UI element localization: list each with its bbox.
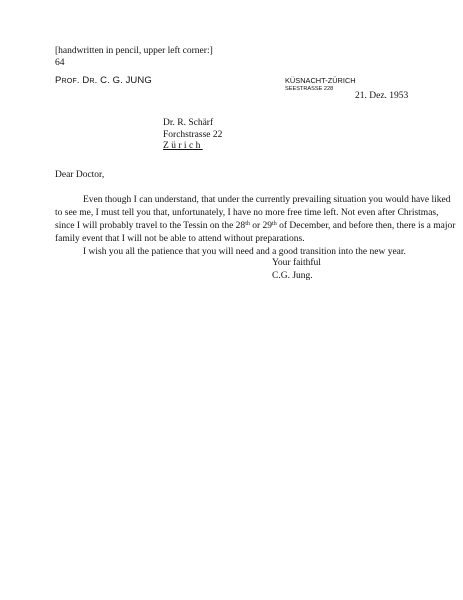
letter-body (55, 194, 456, 259)
sender-name: C. G. JUNG (100, 75, 152, 86)
body-line: family event that I will not be able to attend without preparations. (55, 234, 305, 244)
recipient-city: Zürich (163, 141, 203, 151)
signature: C.G. Jung. (272, 271, 313, 281)
letterhead-street: SEESTRASSE 228 (285, 86, 334, 92)
note-line: [handwritten in pencil, upper left corner:] (55, 46, 213, 56)
dr-initial: D (82, 75, 90, 86)
body-line: I wish you all the patience that you will need and a good transition into the new year. (83, 247, 406, 257)
letter-date: 21. Dez. 1953 (355, 91, 409, 101)
handwritten-note (55, 45, 213, 69)
prof-rest: ROF (61, 76, 77, 85)
dr-rest: R (89, 76, 95, 85)
body-line: Even though I can understand, that under the currently prevailing situation you would have liked (83, 195, 451, 205)
closing-phrase: Your faithful (272, 258, 321, 268)
closing (272, 257, 321, 283)
letterhead-sender: PROF. DR. C. G. JUNG (55, 75, 152, 86)
recipient-address (163, 118, 222, 153)
recipient-name: Dr. R. Schärf (163, 118, 214, 128)
page-number: 64 (55, 58, 65, 68)
body-line: since I will probably travel to the Tessin on the 28th or 29th of December, and before then, there is a major (55, 221, 456, 231)
recipient-street: Forchstrasse 22 (163, 129, 223, 140)
body-line: to see me, I must tell you that, unfortunately, I have no more free time left. Not even after Christmas, (55, 208, 439, 218)
prof-initial: P (55, 75, 62, 86)
salutation: Dear Doctor, (55, 170, 105, 180)
superscript: th (245, 221, 250, 227)
superscript: th (272, 221, 277, 227)
letterhead-place: KÜSNACHT-ZÜRICH (285, 76, 356, 85)
